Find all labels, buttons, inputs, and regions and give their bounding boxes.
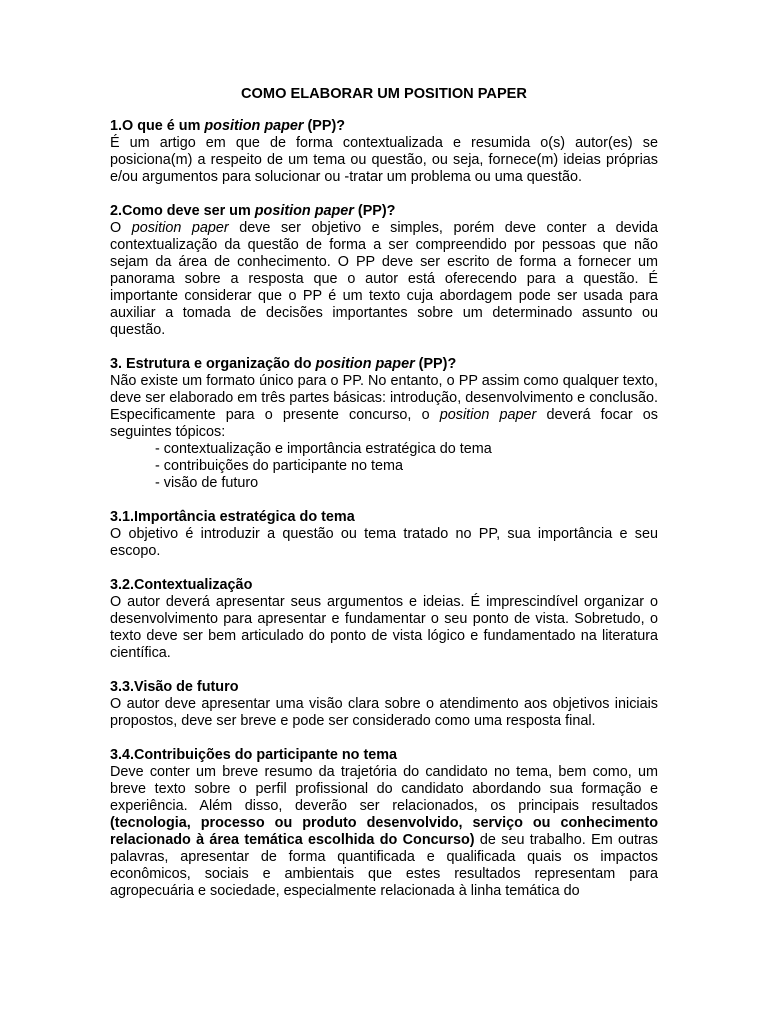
section-1-heading-italic: position paper [204,118,304,134]
section-3-4-text-bold: (tecnologia, processo ou produto desenvolvido, serviço ou conhecimento relacionado à área temática escolhida do Concurso) [110,815,658,848]
section-3-4-paragraph [110,764,658,900]
section-1-heading-part-b: (PP)? [303,118,346,134]
topic-list [110,441,658,492]
section-2-text-part-b: deve ser objetivo e simples, porém deve conter a devida contextualização da questão de forma a ser compreendido por pessoas que não sejam da área de conhecimento. O PP deve ser escrito de forma a fornecer um panorama sobre a resposta que o autor está oferecendo para a questão. É importante considerar que o PP é um texto cuja abordagem pode ser usada para auxiliar a tomada de decisões importantes sobre um determinado assunto ou questão. [110,220,658,338]
document-title: COMO ELABORAR UM POSITION PAPER [241,86,527,102]
section-3-2 [110,577,658,662]
section-3-1 [110,509,658,560]
section-3-2-heading: 3.2.Contextualização [110,577,253,593]
section-3-heading-part-b: (PP)? [414,356,457,372]
section-3-4-text-part-a: Deve conter um breve resumo da trajetória do candidato no tema, bem como, um breve texto sobre o perfil profissional do candidato abordando sua formação e experiência. Além disso, deverão ser relacionados, os principais resultados [110,764,658,814]
section-3-4 [110,747,658,900]
section-1-heading-part-a: 1.O que é um [110,118,205,134]
section-2-text-italic: position paper [131,220,229,236]
section-2-heading-part-b: (PP)? [353,203,396,219]
section-3-text-part-a: Não existe um formato único para o PP. No entanto, o PP assim como qualquer texto, deve ser elaborado em três partes básicas: introdução, desenvolvimento e conclusão. Especificamente para o presente concurso, o [110,373,658,423]
section-3-1-paragraph: O objetivo é introduzir a questão ou tema tratado no PP, sua importância e seu escopo. [110,526,658,559]
topic-list-item: - contribuições do participante no tema [155,458,403,474]
section-3-4-text-part-b: de seu trabalho. Em outras palavras, apresentar de forma quantificada e qualificada quais os impactos econômicos, sociais e ambientais que estes resultados representam para agropecuária e sociedade, especialmente relacionada à linha temática do [110,832,658,899]
section-3-3-paragraph: O autor deve apresentar uma visão clara sobre o atendimento aos objetivos iniciais propostos, deve ser breve e pode ser considerado como uma resposta final. [110,696,658,729]
section-3-heading-part-a: 3. Estrutura e organização do [110,356,316,372]
section-2 [110,203,658,339]
section-3-3 [110,679,658,730]
section-1-paragraph: É um artigo em que de forma contextualizada e resumida o(s) autor(es) se posiciona(m) a respeito de um tema ou questão, ou seja, fornece(m) ideias próprias e/ou argumentos para solucionar ou -tratar um problema ou uma questão. [110,135,658,185]
section-2-text-part-a: O [110,220,132,236]
section-1 [110,118,658,186]
section-3-4-heading: 3.4.Contribuições do participante no tema [110,747,398,763]
topic-list-item: - contextualização e importância estratégica do tema [155,441,492,457]
section-2-heading [110,203,658,220]
topic-list-item: - visão de futuro [155,475,259,491]
section-3-text-part-b: deverá focar os seguintes tópicos: [110,407,659,440]
section-1-heading [110,118,658,135]
section-3-heading-italic: position paper [315,356,415,372]
section-2-heading-part-a: 2.Como deve ser um [110,203,255,219]
section-3-1-heading: 3.1.Importância estratégica do tema [110,509,355,525]
section-2-heading-italic: position paper [254,203,354,219]
section-3-2-paragraph: O autor deverá apresentar seus argumentos e ideias. É imprescindível organizar o desenvolvimento para apresentar e fundamentar o seu ponto de vista. Sobretudo, o texto deve ser bem articulado do ponto de vista lógico e fundamentado na literatura científica. [110,594,658,661]
section-3 [110,356,658,492]
section-2-paragraph [110,220,658,339]
section-3-3-heading: 3.3.Visão de futuro [110,679,239,695]
section-3-text-italic: position paper [439,407,537,423]
section-3-heading [110,356,658,373]
section-3-paragraph [110,373,658,441]
